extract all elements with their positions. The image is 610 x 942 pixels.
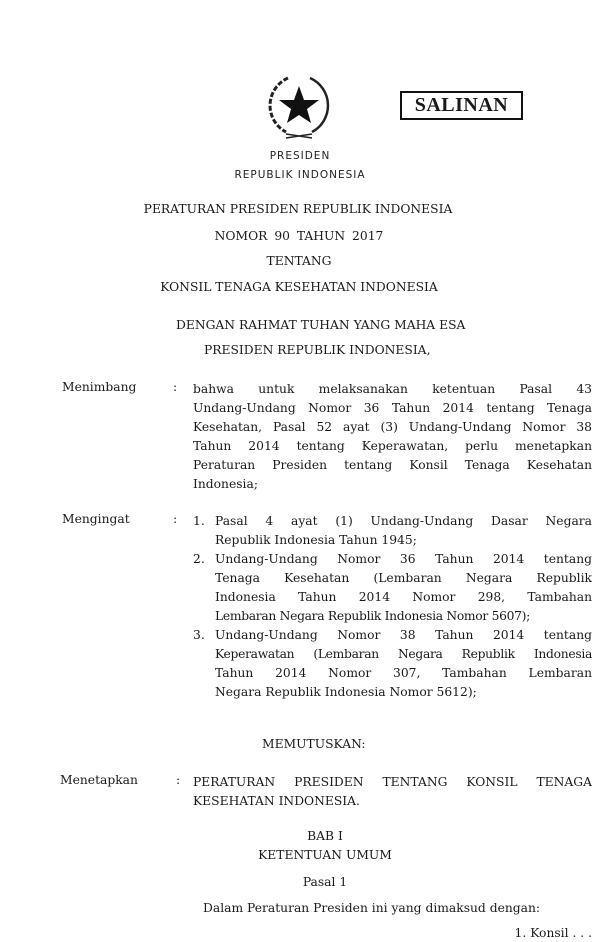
text-line: Tahun 2014 tentang Keperawatan, perlu menetapkan [193, 439, 592, 453]
menimbang-label: Menimbang [62, 380, 137, 394]
page-continuation: 1. Konsil . . . [514, 926, 592, 940]
issuer-line1: PRESIDEN [269, 150, 331, 162]
title-line3: TENTANG [266, 254, 332, 268]
text-line: Indonesia Tahun 2014 Nomor 298, Tambahan [215, 590, 592, 604]
menetapkan-colon: : [176, 773, 181, 787]
title-line2: NOMOR 90 TAHUN 2017 [214, 229, 384, 243]
bab-title: KETENTUAN UMUM [258, 848, 392, 862]
text-line: Pasal 4 ayat (1) Undang-Undang Dasar Negara [215, 514, 592, 528]
preamble-line1: DENGAN RAHMAT TUHAN YANG MAHA ESA [176, 318, 466, 332]
mengingat-colon: : [173, 512, 178, 526]
text-line: PERATURAN PRESIDEN TENTANG KONSIL TENAGA [193, 775, 592, 789]
mengingat-label: Mengingat [62, 512, 130, 526]
text-line: Undang-Undang Nomor 38 Tahun 2014 tentang [215, 628, 592, 642]
text-line: Peraturan Presiden tentang Konsil Tenaga Kesehatan [193, 458, 592, 472]
pasal-intro: Dalam Peraturan Presiden ini yang dimaksud dengan: [203, 901, 541, 915]
text-line: Undang-Undang Nomor 36 Tahun 2014 tentang [215, 552, 592, 566]
text-line: Indonesia; [193, 477, 258, 491]
preamble-line2: PRESIDEN REPUBLIK INDONESIA, [204, 343, 431, 357]
menimbang-colon: : [173, 380, 178, 394]
text-line: Undang-Undang Nomor 36 Tahun 2014 tentang Tenaga [193, 401, 592, 415]
text-line: Kesehatan, Pasal 52 ayat (3) Undang-Undang Nomor 38 [193, 420, 592, 434]
memutuskan-heading: MEMUTUSKAN: [262, 737, 366, 751]
text-line: Lembaran Negara Republik Indonesia Nomor 5607); [215, 609, 531, 623]
menetapkan-label: Menetapkan [60, 773, 138, 787]
text-line: bahwa untuk melaksanakan ketentuan Pasal 43 [193, 382, 592, 396]
item-number: 2. [193, 552, 205, 566]
title-line1: PERATURAN PRESIDEN REPUBLIK INDONESIA [143, 202, 453, 216]
item-number: 1. [193, 514, 205, 528]
emblem-icon [266, 72, 332, 140]
text-line: Negara Republik Indonesia Nomor 5612); [215, 685, 477, 699]
text-line: Tahun 2014 Nomor 307, Tambahan Lembaran [215, 666, 592, 680]
issuer-line2: REPUBLIK INDONESIA [234, 169, 366, 181]
text-line: Keperawatan (Lembaran Negara Republik Indonesia [215, 647, 592, 661]
text-line: Republik Indonesia Tahun 1945; [215, 533, 417, 547]
text-line: Tenaga Kesehatan (Lembaran Negara Republik [215, 571, 592, 585]
title-line4: KONSIL TENAGA KESEHATAN INDONESIA [160, 280, 438, 294]
pasal-title: Pasal 1 [302, 875, 348, 889]
text-line: KESEHATAN INDONESIA. [193, 794, 360, 808]
salinan-stamp: SALINAN [400, 91, 523, 120]
item-number: 3. [193, 628, 205, 642]
bab-number: BAB I [307, 829, 343, 843]
